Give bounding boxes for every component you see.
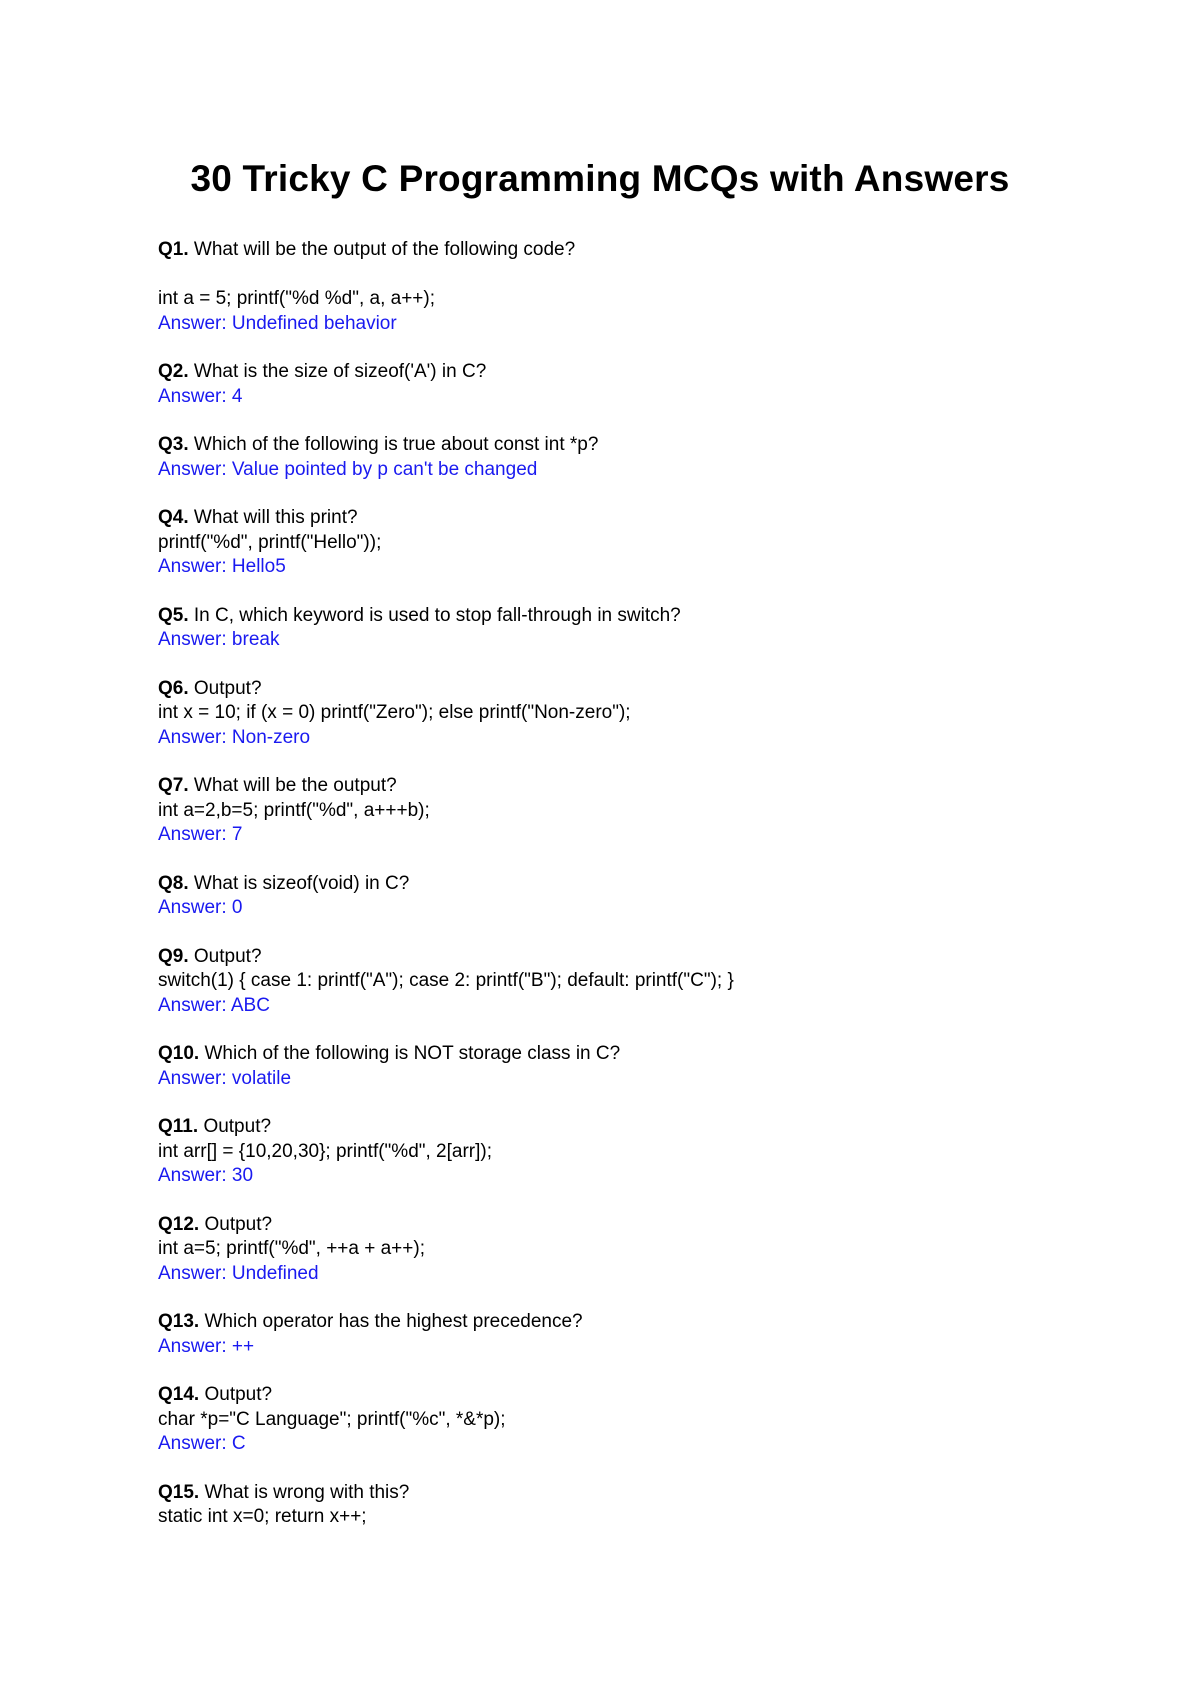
answer-prefix: Answer: — [158, 1262, 232, 1284]
answer-text: Undefined behavior — [231, 312, 397, 334]
answer-line — [158, 994, 1118, 1019]
question-number: Q11. — [158, 1116, 199, 1137]
question-block — [158, 774, 1118, 848]
question-block — [158, 604, 1118, 653]
answer-prefix: Answer: — [158, 897, 232, 918]
answer-prefix: Answer: — [158, 726, 232, 748]
question-number: Q14. — [158, 1384, 200, 1405]
answer-prefix: Answer: — [158, 1335, 232, 1357]
answer-prefix: Answer: — [158, 556, 232, 577]
code-line: static int x=0; return x++; — [158, 1506, 367, 1527]
answer-line — [158, 1262, 1118, 1287]
question-text: Output? — [204, 1213, 273, 1235]
question-number: Q7. — [158, 775, 189, 796]
question-block — [158, 506, 1118, 580]
answer-text: 4 — [231, 385, 243, 407]
question-block — [158, 1042, 1118, 1091]
question-number: Q3. — [158, 434, 189, 455]
question-number: Q9. — [158, 945, 189, 967]
answer-text: Non-zero — [231, 726, 311, 748]
question-block — [158, 1383, 1118, 1457]
answer-text: break — [231, 629, 280, 650]
question-line — [158, 506, 1118, 531]
question-block — [158, 433, 1118, 482]
answer-prefix: Answer: — [158, 629, 232, 650]
question-text: What is wrong with this? — [204, 1481, 410, 1503]
question-text: Output? — [203, 1116, 272, 1137]
answer-text: ++ — [231, 1335, 255, 1357]
question-number: Q13. — [158, 1311, 200, 1332]
question-number: Q5. — [158, 604, 189, 626]
question-text: Which of the following is true about const int *p? — [193, 434, 599, 455]
question-block — [158, 360, 1118, 409]
answer-text: volatile — [231, 1067, 292, 1089]
question-text: What will this print? — [193, 507, 358, 528]
answer-text: Undefined — [231, 1262, 319, 1284]
question-line — [158, 1042, 1118, 1067]
question-text: What is the size of sizeof('A') in C? — [193, 361, 487, 382]
spacer — [158, 263, 1118, 288]
answer-line — [158, 312, 1118, 337]
question-block — [158, 945, 1118, 1019]
answer-text: 30 — [231, 1165, 254, 1186]
answer-line — [158, 1432, 1118, 1457]
question-list — [158, 238, 1118, 1554]
question-text: Which of the following is NOT storage class in C? — [204, 1043, 621, 1064]
question-line — [158, 1115, 1118, 1140]
question-block — [158, 677, 1118, 751]
answer-prefix: Answer: — [158, 385, 232, 407]
answer-prefix: Answer: — [158, 458, 232, 480]
answer-text: C — [231, 1433, 246, 1454]
question-line — [158, 872, 1118, 897]
answer-line — [158, 1067, 1118, 1092]
code-line: int x = 10; if (x = 0) printf("Zero"); else printf("Non-zero"); — [158, 702, 631, 723]
question-line — [158, 1310, 1118, 1335]
question-block — [158, 1115, 1118, 1189]
question-number: Q12. — [158, 1213, 200, 1235]
answer-line — [158, 1164, 1118, 1189]
question-line — [158, 1481, 1118, 1506]
question-line — [158, 945, 1118, 970]
question-text: Which operator has the highest precedence? — [204, 1311, 583, 1332]
question-text: In C, which keyword is used to stop fall-through in switch? — [193, 604, 681, 626]
question-text: Output? — [193, 945, 262, 967]
question-number: Q1. — [158, 239, 189, 260]
answer-line — [158, 628, 1118, 653]
code-line: char *p="C Language"; printf("%c", *&*p); — [158, 1408, 506, 1430]
question-line — [158, 677, 1118, 702]
question-number: Q8. — [158, 872, 189, 894]
question-text: What will be the output of the following code? — [193, 239, 576, 260]
answer-text: Hello5 — [231, 556, 286, 577]
code-line: printf("%d", printf("Hello")); — [158, 531, 382, 553]
question-text: Output? — [193, 677, 262, 699]
answer-prefix: Answer: — [158, 1433, 232, 1454]
question-block — [158, 1310, 1118, 1359]
question-number: Q6. — [158, 677, 189, 699]
question-number: Q15. — [158, 1481, 200, 1503]
question-line — [158, 360, 1118, 385]
answer-text: Value pointed by p can't be changed — [231, 458, 538, 480]
answer-line — [158, 385, 1118, 410]
question-line — [158, 774, 1118, 799]
answer-text: 7 — [231, 824, 243, 845]
question-line — [158, 604, 1118, 629]
answer-line — [158, 458, 1118, 483]
answer-line — [158, 1335, 1118, 1360]
page-title: 30 Tricky C Programming MCQs with Answers — [190, 158, 1010, 199]
answer-prefix: Answer: — [158, 824, 232, 845]
question-block — [158, 872, 1118, 921]
question-number: Q2. — [158, 361, 189, 382]
answer-prefix: Answer: — [158, 994, 231, 1016]
code-line: switch(1) { case 1: printf("A"); case 2: printf("B"); default: printf("C"); } — [158, 970, 734, 991]
answer-line — [158, 896, 1118, 921]
code-line: int arr[] = {10,20,30}; printf("%d", 2[arr]); — [158, 1140, 493, 1162]
question-text: Output? — [204, 1384, 273, 1405]
question-text: What is sizeof(void) in C? — [193, 872, 410, 894]
question-line — [158, 433, 1118, 458]
code-line: int a=5; printf("%d", ++a + a++); — [158, 1238, 425, 1259]
answer-prefix: Answer: — [158, 1067, 232, 1089]
question-block — [158, 238, 1118, 336]
answer-prefix: Answer: — [158, 1165, 232, 1186]
answer-prefix: Answer: — [158, 312, 232, 334]
question-line — [158, 1383, 1118, 1408]
answer-line — [158, 555, 1118, 580]
question-number: Q4. — [158, 507, 189, 528]
question-block — [158, 1481, 1118, 1530]
question-number: Q10. — [158, 1043, 200, 1064]
question-line — [158, 238, 1118, 263]
answer-line — [158, 726, 1118, 751]
answer-line — [158, 823, 1118, 848]
question-block — [158, 1213, 1118, 1287]
code-line: int a = 5; printf("%d %d", a, a++); — [158, 288, 435, 309]
question-line — [158, 1213, 1118, 1238]
answer-text: 0 — [231, 897, 243, 918]
answer-text: ABC — [230, 994, 270, 1016]
question-text: What will be the output? — [193, 775, 397, 796]
code-line: int a=2,b=5; printf("%d", a+++b); — [158, 799, 430, 821]
